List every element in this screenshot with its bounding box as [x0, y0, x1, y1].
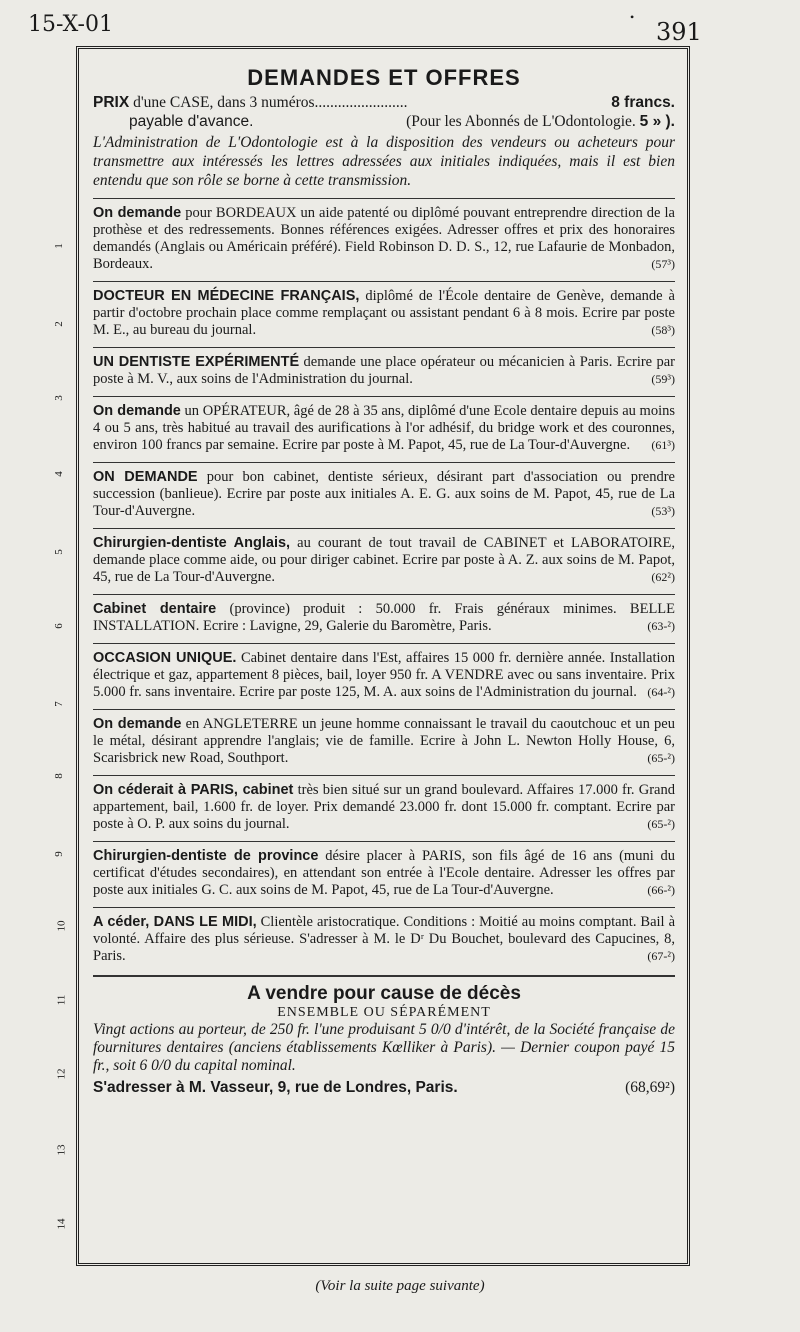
ad-divider	[93, 198, 675, 199]
ad-ref: (62²)	[651, 570, 675, 584]
ad-lead: ON DEMANDE	[93, 469, 198, 485]
ad-ref: (67-²)	[647, 949, 675, 963]
ad-text: un OPÉRATEUR, âgé de 28 à 35 ans, diplômé d'une Ecole dentaire depuis au moins 4 ou 5 ans, très habitué au travail des aurifications à l'or adhésif, du bridge work et des couronnes, environ 100 francs par semaine. Ecrire par poste à M. Papot, 45, rue de La Tour-d'Auvergne.	[93, 403, 676, 453]
ad-ref: (53³)	[651, 504, 675, 518]
margin-number: 7	[52, 701, 65, 707]
ad-ref: (64-²)	[647, 685, 675, 699]
issue-date: 15-X-01	[28, 12, 113, 37]
ad-divider	[93, 775, 675, 776]
ad-divider	[93, 281, 675, 282]
price-amount2: 5 » ).	[639, 113, 675, 130]
sale-subtitle: ENSEMBLE OU SÉPARÉMENT	[277, 1005, 491, 1020]
ad-divider	[93, 396, 675, 397]
ad-text: (province) produit : 50.000 fr. Frais généraux minimes. BELLE INSTALLATION. Ecrire : Lavigne, 29, Galerie du Baromètre, Paris.	[93, 601, 676, 634]
ad-item	[93, 601, 675, 635]
ad-divider	[93, 528, 675, 529]
ad-lead: DOCTEUR EN MÉDECINE FRANÇAIS,	[93, 288, 360, 304]
ad-lead: On demande	[93, 403, 181, 419]
ad-item	[93, 914, 675, 965]
ad-ref: (59³)	[651, 372, 675, 386]
margin-number: 1	[52, 243, 65, 249]
ad-ref: (66-²)	[647, 883, 675, 897]
ad-ref: (65-²)	[647, 751, 675, 765]
ad-text: pour BORDEAUX un aide patenté ou diplômé pouvant entreprendre direction de la prothèse et des redressements. Bonnes références exigées. Adresser offres et prix des honoraires demandés (Anglais ou Américain préféré). Field Robinson D. D. S., 12, rue Lafaurie de Monbadon, Bordeaux.	[93, 205, 675, 272]
intro-paragraph: L'Administration de L'Odontologie est à la disposition des vendeurs ou acheteurs pour transmettre aux intéressés les lettres adressées aux initiales indiquées, mais il est bien entendu que son rôle se borne à cette transmission.	[93, 134, 675, 189]
ad-divider	[93, 907, 675, 908]
price-line1: d'une CASE, dans 3 numéros........................	[133, 94, 408, 111]
ad-text: très bien situé sur un grand boulevard. Affaires 17.000 fr. Grand appartement, bail, 1.600 fr. de loyer. Prix demandé 23.000 fr. dont 15.000 fr. comptant. Ecrire par poste à O. P. aux soins du journal.	[93, 782, 675, 832]
price-notice	[93, 93, 675, 131]
sale-footer	[93, 1079, 675, 1097]
ad-lead: UN DENTISTE EXPÉRIMENTÉ	[93, 354, 300, 370]
ad-item	[93, 650, 675, 701]
page-title: DEMANDES ET OFFRES	[247, 65, 521, 90]
ad-ref: (65-²)	[647, 817, 675, 831]
ad-item	[93, 205, 675, 273]
ad-item	[93, 354, 675, 388]
price-amount1: 8 francs.	[611, 94, 675, 111]
ad-divider	[93, 643, 675, 644]
page-footer: (Voir la suite page suivante)	[315, 1278, 485, 1294]
ad-text: en ANGLETERRE un jeune homme connaissant le travail du caoutchouc et un peu le métal, désirant apprendre l'anglais; vie de famille. Ecrire à John L. Newton Holly House, 6, Scarisbrick new Road, Southport.	[93, 716, 675, 766]
ad-text: pour bon cabinet, dentiste sérieux, désirant part d'association ou prendre succession (banlieue). Ecrire par poste aux initiales A. E. G. aux soins de M. Papot, 45, rue de La Tour-d'Auvergne.	[93, 469, 675, 519]
margin-number: 10	[55, 920, 68, 932]
margin-number: 5	[52, 549, 65, 555]
margin-number: 3	[52, 395, 65, 401]
ad-item	[93, 716, 675, 767]
price-line2b: (Pour les Abonnés de L'Odontologie.	[406, 113, 636, 130]
ad-ref: (63-²)	[647, 619, 675, 633]
ad-divider	[93, 347, 675, 348]
margin-number: 9	[52, 851, 65, 857]
ad-divider	[93, 462, 675, 463]
sale-ref: (68,69²)	[625, 1079, 675, 1096]
ad-ref: (57³)	[651, 257, 675, 271]
margin-number: 4	[52, 471, 65, 477]
margin-number: 14	[55, 1218, 68, 1230]
ad-item	[93, 535, 675, 586]
ad-lead: On céderait à PARIS, cabinet	[93, 782, 294, 798]
ad-text: Cabinet dentaire dans l'Est, affaires 15 000 fr. dernière année. Installation électrique et gaz, appartement 8 pièces, bail, loyer 950 fr. A VENDRE avec ou sans inventaire. Prix 5.000 fr. sans inventaire. Ecrire par poste 125, M. A. aux soins de l'Administration du journal.	[93, 650, 676, 700]
margin-number: 13	[55, 1144, 68, 1156]
ad-lead: A céder, DANS LE MIDI,	[93, 914, 257, 930]
margin-number: 6	[52, 623, 65, 629]
ads-frame	[76, 46, 690, 1266]
ad-item	[93, 848, 675, 899]
price-line2: payable d'avance.	[129, 113, 254, 130]
price-lead: PRIX	[93, 94, 130, 111]
ad-text: désire placer à PARIS, son fils âgé de 16 ans (muni du certificat d'études secondaires), en attendant son entrée à l'Ecole dentaire. Adresser les offres par poste aux initiales G. C. aux soins de M. Papot, 45, rue de La Tour-d'Auvergne.	[93, 848, 675, 898]
ad-divider	[93, 709, 675, 710]
margin-number: 2	[52, 321, 65, 327]
ad-divider	[93, 841, 675, 842]
ad-lead: Cabinet dentaire	[93, 601, 217, 617]
margin-number: 12	[55, 1068, 68, 1080]
margin-number: 11	[55, 994, 68, 1006]
ad-item	[93, 288, 675, 339]
ad-text: au courant de tout travail de CABINET et LABORATOIRE, demande place comme aide, ou pour diriger cabinet. Ecrire par poste à A. Z. aux soins de M. Papot, 45, rue de La Tour-d'Auvergne.	[93, 535, 675, 585]
margin-number: 8	[52, 773, 65, 779]
ad-lead: Chirurgien-dentiste de province	[93, 848, 319, 864]
ad-lead: On demande	[93, 205, 182, 221]
ad-text: Clientèle aristocratique. Conditions : Moitié au moins comptant. Bail à volonté. Affaire des plus sérieuse. S'adresser à M. le Dʳ Du Bouchet, boulevard des Capucines, 8, Paris.	[93, 914, 676, 964]
ad-divider	[93, 594, 675, 595]
ad-ref: (58³)	[651, 323, 675, 337]
sale-body: Vingt actions au porteur, de 250 fr. l'une produisant 5 0/0 d'intérêt, de la Société française de fournitures dentaires (anciens établissements Kœlliker à Paris). — Dernier coupon payé 15 fr., soit 6 0/0 du capital nominal.	[93, 1021, 675, 1074]
divider	[93, 975, 675, 977]
ad-item	[93, 469, 675, 520]
ad-lead: Chirurgien-dentiste Anglais,	[93, 535, 291, 551]
sale-title: A vendre pour cause de décès	[247, 983, 521, 1004]
ad-ref: (61³)	[651, 438, 675, 452]
ad-lead: On demande	[93, 716, 182, 732]
ads-list	[93, 198, 675, 965]
ad-text: demande une place opérateur ou mécanicien à Paris. Ecrire par poste à M. V., aux soins de l'Administration du journal.	[93, 354, 675, 387]
ad-text: diplômé de l'École dentaire de Genève, demande à partir d'octobre prochain place comme remplaçant ou assistant pendant 6 à 8 mois. Ecrire par poste M. E., au bureau du journal.	[93, 288, 675, 338]
page-header	[0, 8, 800, 46]
sale-contact: S'adresser à M. Vasseur, 9, rue de Londres, Paris.	[93, 1079, 458, 1096]
printer-mark: •	[630, 10, 635, 24]
ad-item	[93, 782, 675, 833]
page-number: 391	[656, 18, 702, 46]
ad-item	[93, 403, 675, 454]
ad-lead: OCCASION UNIQUE.	[93, 650, 237, 666]
